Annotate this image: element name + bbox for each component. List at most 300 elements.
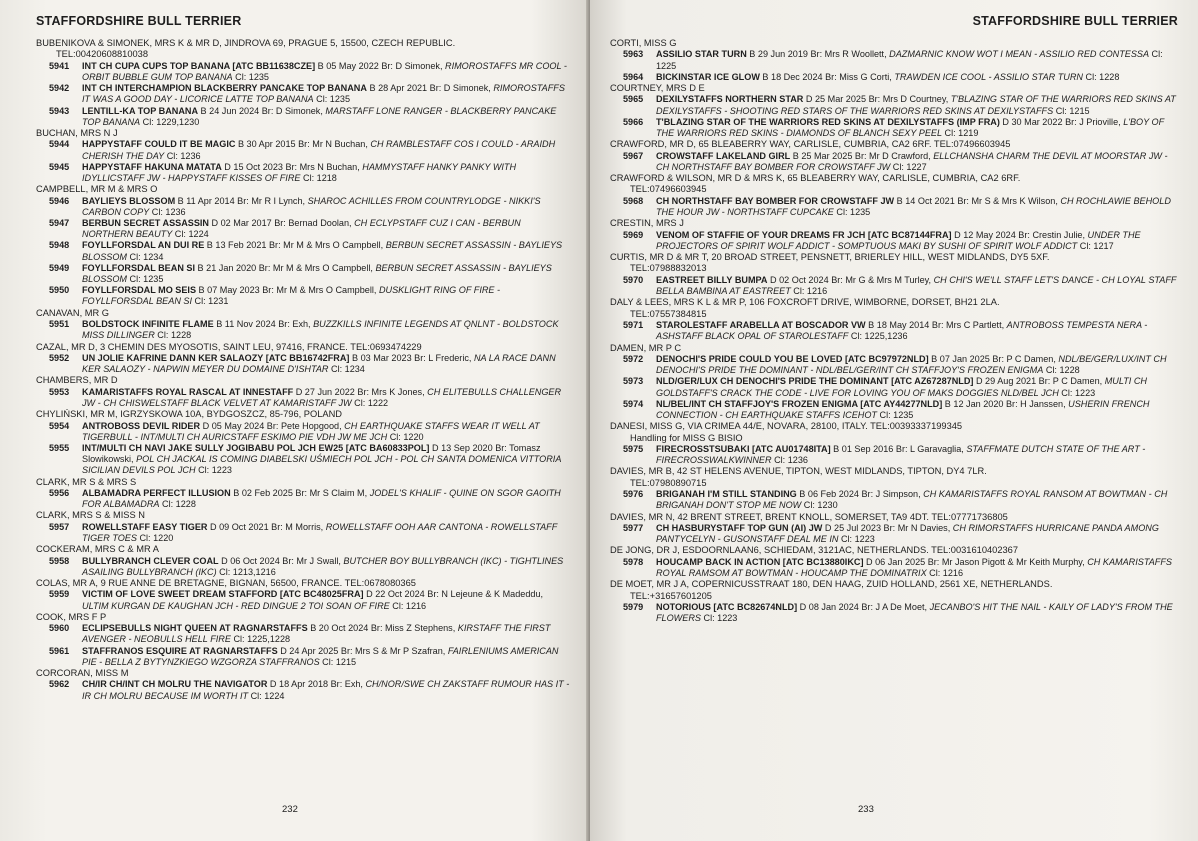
exhibitor-contact: TEL:07496603945 bbox=[630, 184, 707, 195]
dog-name: CH NORTHSTAFF BAY BOMBER FOR CROWSTAFF JW bbox=[656, 195, 895, 206]
class-numbers: Cl: 1219 bbox=[942, 128, 979, 139]
dog-name: EASTREET BILLY BUMPA bbox=[656, 274, 768, 285]
dog-details: D 22 Oct 2024 Br: N Lejeune & K Madeddu, bbox=[363, 589, 544, 600]
entry-number: 5965 bbox=[623, 94, 644, 105]
dog-details: B 07 Jan 2025 Br: P C Damen, bbox=[928, 353, 1059, 364]
exhibitor-list bbox=[36, 38, 572, 702]
exhibitor-group bbox=[36, 409, 572, 476]
pedigree: ANTROBOSS TEMPESTA NERA - ASHSTAFF BLACK OPAL OF STAROLESTAFF bbox=[656, 320, 1148, 342]
dog-details: B 12 Jan 2020 Br: H Janssen, bbox=[942, 398, 1069, 409]
exhibitor-group bbox=[610, 466, 1178, 511]
dog-details: B 20 Oct 2024 Br: Miss Z Stephens, bbox=[307, 623, 458, 634]
dog-name: DEXILYSTAFFS NORTHERN STAR bbox=[656, 94, 804, 105]
pedigree: USHERIN FRENCH CONNECTION - CH EARTHQUAKE STAFFS ICEHOT bbox=[656, 398, 1150, 420]
dog-entry bbox=[610, 320, 1178, 342]
class-numbers: Cl: 1228 bbox=[1082, 71, 1120, 82]
dog-details: D 02 Oct 2024 Br: Mr G & Mrs M Turley, bbox=[767, 274, 934, 285]
exhibitor-name: CLARK, MRS S & MISS N bbox=[36, 510, 146, 521]
dog-entry bbox=[610, 151, 1178, 173]
dog-name: BULLYBRANCH CLEVER COAL bbox=[82, 555, 219, 566]
exhibitor-name: CAZAL, MR D, 3 CHEMIN DES MYOSOTIS, SAINT LEU, 97416, FRANCE. TEL:0693474229 bbox=[36, 341, 422, 352]
exhibitor-name: DAVIES, MR N, 42 BRENT STREET, BRENT KNOLL, SOMERSET, TA9 4DT. TEL:07771736805 bbox=[610, 511, 1008, 522]
dog-entry bbox=[36, 285, 572, 307]
entry-number: 5974 bbox=[623, 398, 644, 409]
dog-entry bbox=[610, 72, 1178, 83]
dog-details: D 13 Sep 2020 Br: Tomasz Slowikowski, bbox=[82, 442, 541, 465]
pedigree: CH RAMBLESTAFF COS I COULD - ARAIDH CHERISH THE DAY bbox=[82, 139, 556, 161]
dog-entry bbox=[36, 623, 572, 645]
class-numbers: Cl: 1236 bbox=[149, 206, 186, 217]
exhibitor-name: DAVIES, MR B, 42 ST HELENS AVENUE, TIPTON, WEST MIDLANDS, TIPTON, DY4 7LR. bbox=[610, 466, 987, 477]
pedigree: CH ELITEBULLS CHALLENGER JW - CH CHISWELSTAFF BLACK VELVET AT KAMARISTAFF JW bbox=[82, 386, 562, 408]
exhibitor-contact: TEL:07557384815 bbox=[630, 308, 707, 319]
dog-entry bbox=[36, 387, 572, 409]
class-numbers: Cl: 1215 bbox=[1053, 105, 1090, 116]
exhibitor-name: COOK, MRS F P bbox=[36, 611, 107, 622]
dog-name: HOUCAMP BACK IN ACTION [ATC BC13880IKC] bbox=[656, 556, 864, 567]
pedigree: POL CH JACKAL IS COMING DIABELSKI UŚMIECH POL JCH - POL CH SANTA DOMENICA VITTORIA SICILIAN DEVILS POL JCH bbox=[82, 454, 562, 476]
dog-details: B 21 Jan 2020 Br: Mr M & Mrs O Campbell, bbox=[195, 262, 376, 273]
entry-number: 5946 bbox=[49, 195, 70, 206]
class-numbers: Cl: 1231 bbox=[192, 296, 229, 307]
entry-number: 5977 bbox=[623, 522, 644, 533]
dog-name: BRIGANAH I'M STILL STANDING bbox=[656, 489, 797, 500]
dog-entry bbox=[610, 376, 1178, 398]
dog-details: B 25 Mar 2025 Br: Mr D Crawford, bbox=[790, 150, 934, 161]
entry-number: 5952 bbox=[49, 352, 70, 363]
dog-entry bbox=[36, 522, 572, 544]
dog-details: B 01 Sep 2016 Br: L Garavaglia, bbox=[830, 443, 967, 454]
dog-details: D 24 Apr 2025 Br: Mrs S & Mr P Szafran, bbox=[277, 645, 448, 656]
dog-entry bbox=[36, 319, 572, 341]
class-numbers: Cl: 1215 bbox=[319, 656, 357, 667]
exhibitor-contact: TEL:+31657601205 bbox=[630, 590, 712, 601]
entry-number: 5973 bbox=[623, 376, 644, 387]
dog-entry bbox=[36, 353, 572, 375]
dog-name: STAFFRANOS ESQUIRE AT RAGNARSTAFFS bbox=[82, 645, 278, 656]
dog-entry bbox=[610, 94, 1178, 116]
exhibitor-name: CRAWFORD & WILSON, MR D & MRS K, 65 BLEABERRY WAY, CARLISLE, CUMBRIA, CA2 6RF. bbox=[610, 173, 1021, 184]
pedigree: CH KAMARISTAFFS ROYAL RAMSOM AT BOWTMAN - HOUCAMP THE DOMINATRIX bbox=[656, 556, 1172, 578]
dog-details: D 06 Oct 2024 Br: Mr J Swall, bbox=[218, 555, 344, 566]
left-page bbox=[0, 0, 590, 841]
class-numbers: Cl: 1223 bbox=[1058, 387, 1096, 398]
exhibitor-name: CORCORAN, MISS M bbox=[36, 668, 129, 679]
dog-details: B 28 Apr 2021 Br: D Simonek, bbox=[366, 83, 494, 94]
dog-entry bbox=[610, 444, 1178, 466]
entry-number: 5970 bbox=[623, 274, 644, 285]
pedigree: NA LA RACE DANN KER SALAOZY - NAPWIN MEYER DU DOMAINE D'ISHTAR bbox=[82, 352, 556, 375]
dog-details: B 30 Apr 2015 Br: Mr N Buchan, bbox=[235, 139, 371, 150]
exhibitor-group bbox=[610, 343, 1178, 422]
dog-name: FIRECROSSTSUBAKI [ATC AU01748ITA] bbox=[656, 443, 831, 454]
exhibitor-group bbox=[610, 252, 1178, 297]
dog-entry bbox=[36, 83, 572, 105]
pedigree: NDL/BE/GER/LUX/INT CH DENOCHI'S PRIDE THE DOMINANT - NDL/BEL/GER/INT CH STAFFJOY'S FROZEN ENIGMA bbox=[656, 353, 1167, 376]
dog-entry bbox=[36, 196, 572, 218]
dog-entry bbox=[36, 589, 572, 611]
dog-entry bbox=[610, 117, 1178, 139]
dog-details: D 09 Oct 2021 Br: M Morris, bbox=[207, 521, 326, 532]
pedigree: ELLCHANSHA CHARM THE DEVIL AT MOORSTAR JW - CH NORTHSTAFF BAY BOMBER FOR CROWSTAFF JW bbox=[656, 150, 1168, 172]
entry-number: 5960 bbox=[49, 623, 70, 634]
class-numbers: Cl: 1224 bbox=[248, 690, 285, 701]
exhibitor-name: CRESTIN, MRS J bbox=[610, 218, 684, 229]
exhibitor-group bbox=[610, 512, 1178, 546]
class-numbers: Cl: 1228 bbox=[1043, 365, 1080, 376]
class-numbers: Cl: 1234 bbox=[126, 251, 164, 262]
dog-entry bbox=[610, 523, 1178, 545]
pedigree: SHAROC ACHILLES FROM COUNTRYLODGE - NIKKI'S CARBON COPY bbox=[82, 195, 541, 217]
exhibitor-group bbox=[36, 308, 572, 342]
entry-number: 5942 bbox=[49, 83, 70, 94]
exhibitor-name: COLAS, MR A, 9 RUE ANNE DE BRETAGNE, BIGNAN, 56500, FRANCE. TEL:0678080365 bbox=[36, 577, 416, 588]
running-head: STAFFORDSHIRE BULL TERRIER bbox=[36, 14, 242, 28]
exhibitor-group bbox=[610, 139, 1178, 173]
exhibitor-name: BUBENIKOVA & SIMONEK, MRS K & MR D, JINDROVA 69, PRAGUE 5, 15500, CZECH REPUBLIC. bbox=[36, 38, 456, 48]
dog-name: CROWSTAFF LAKELAND GIRL bbox=[656, 150, 791, 161]
dog-entry bbox=[610, 399, 1178, 421]
dog-details: D 05 May 2024 Br: Pete Hopgood, bbox=[200, 420, 345, 431]
exhibitor-name: DANESI, MISS G, VIA CRIMEA 44/E, NOVARA, 28100, ITALY. TEL:00393337199345 bbox=[610, 421, 963, 432]
dog-details: D 25 Jul 2023 Br: Mr N Davies, bbox=[822, 522, 953, 533]
class-numbers: Cl: 1216 bbox=[389, 600, 427, 611]
entry-number: 5949 bbox=[49, 262, 70, 273]
dog-name: LENTILL-KA TOP BANANA bbox=[82, 105, 199, 116]
class-numbers: Cl: 1235 bbox=[876, 409, 914, 420]
dog-name: INT CH INTERCHAMPION BLACKBERRY PANCAKE TOP BANANA bbox=[82, 83, 367, 94]
exhibitor-name: DE JONG, DR J, ESDOORNLAAN6, SCHIEDAM, 3121AC, NETHERLANDS. TEL:0031610402367 bbox=[610, 545, 1019, 556]
exhibitor-name: CAMPBELL, MR M & MRS O bbox=[36, 184, 158, 195]
class-numbers: Cl: 1222 bbox=[351, 397, 389, 408]
exhibitor-group bbox=[610, 218, 1178, 252]
dog-name: ANTROBOSS DEVIL RIDER bbox=[82, 420, 201, 431]
entry-number: 5951 bbox=[49, 319, 70, 330]
class-numbers: Cl: 1220 bbox=[387, 431, 424, 442]
class-numbers: Cl: 1235 bbox=[833, 207, 871, 218]
dog-name: ROWELLSTAFF EASY TIGER bbox=[82, 521, 208, 532]
exhibitor-list bbox=[610, 38, 1178, 624]
dog-name: CH HASBURYSTAFF TOP GUN (AI) JW bbox=[656, 522, 823, 533]
dog-details: B 11 Apr 2014 Br: Mr R I Lynch, bbox=[175, 195, 308, 206]
dog-details: B 24 Jun 2024 Br: D Simonek, bbox=[198, 105, 326, 116]
exhibitor-name: DAMEN, MR P C bbox=[610, 342, 682, 353]
pedigree: BUTCHER BOY BULLYBRANCH (IKC) - TIGHTLINES ASAILING BULLYBRANCH (IKC) bbox=[82, 555, 564, 577]
dog-entry bbox=[610, 354, 1178, 376]
class-numbers: Cl: 1225,1236 bbox=[848, 331, 908, 342]
class-numbers: Cl: 1230 bbox=[801, 500, 838, 511]
exhibitor-group bbox=[36, 375, 572, 409]
entry-number: 5961 bbox=[49, 645, 70, 656]
entry-number: 5957 bbox=[49, 521, 70, 532]
pedigree: FAIRLENIUMS AMERICAN PIE - BELLA Z BYTYNZKIEGO WZGORZA STAFFRANOS bbox=[82, 645, 559, 667]
pedigree: T'BLAZING STAR OF THE WARRIORS RED SKINS AT DEXILYSTAFFS - SHOOTING RED STARS OF THE WARRIORS RED SKINS AT DEXILYSTAFFS bbox=[656, 94, 1176, 116]
pedigree: JODEL'S KHALIF - QUINE ON SGOR GAOITH FOR ALBAMADRA bbox=[82, 487, 561, 510]
dog-name: ALBAMADRA PERFECT ILLUSION bbox=[82, 487, 231, 498]
dog-entry bbox=[36, 240, 572, 262]
dog-name: KAMARISTAFFS ROYAL RASCAL AT INNESTAFF bbox=[82, 386, 294, 397]
exhibitor-group bbox=[610, 38, 1178, 83]
entry-number: 5975 bbox=[623, 443, 644, 454]
exhibitor-group bbox=[36, 342, 572, 376]
class-numbers: Cl: 1225,1228 bbox=[230, 634, 291, 645]
entry-number: 5948 bbox=[49, 240, 70, 251]
pedigree: TRAWDEN ICE COOL - ASSILIO STAR TURN bbox=[894, 71, 1083, 82]
exhibitor-name: COCKERAM, MRS C & MR A bbox=[36, 544, 159, 555]
pedigree: DUSKLIGHT RING OF FIRE - FOYLLFORSDAL BEAN SI bbox=[82, 285, 501, 307]
class-numbers: Cl: 1234 bbox=[328, 364, 365, 375]
exhibitor-name: BUCHAN, MRS N J bbox=[36, 128, 118, 139]
dog-details: B 03 Mar 2023 Br: L Frederic, bbox=[349, 352, 474, 363]
entry-number: 5969 bbox=[623, 229, 644, 240]
entry-number: 5958 bbox=[49, 555, 70, 566]
entry-number: 5950 bbox=[49, 285, 70, 296]
exhibitor-group bbox=[36, 184, 572, 307]
pedigree: RIMOROSTAFFS IT WAS A GOOD DAY - LICORICE LATTE TOP BANANA bbox=[82, 83, 565, 105]
dog-details: D 25 Mar 2025 Br: Mrs D Courtney, bbox=[803, 94, 951, 105]
exhibitor-group bbox=[36, 477, 572, 511]
page-number: 232 bbox=[282, 804, 298, 815]
exhibitor-group bbox=[36, 510, 572, 544]
dog-entry bbox=[610, 230, 1178, 252]
dog-entry bbox=[610, 275, 1178, 297]
dog-name: NOTORIOUS [ATC BC82674NLD] bbox=[656, 602, 798, 613]
pedigree: CH ECLYPSTAFF CUZ I CAN - BERBUN NORTHERN BEAUTY bbox=[82, 218, 521, 240]
entry-number: 5964 bbox=[623, 71, 644, 82]
exhibitor-name: DALY & LEES, MRS K L & MR P, 106 FOXCROFT DRIVE, WIMBORNE, DORSET, BH21 2LA. bbox=[610, 297, 1000, 308]
pedigree: CH CHI'S WE'LL STAFF LET'S DANCE - CH LOYAL STAFF BELLA BAMBINA AT EASTREET bbox=[656, 274, 1177, 297]
exhibitor-contact: TEL:07988832013 bbox=[630, 263, 707, 274]
entry-number: 5953 bbox=[49, 386, 70, 397]
class-numbers: Cl: 1236 bbox=[164, 150, 201, 161]
exhibitor-group bbox=[610, 421, 1178, 466]
entry-number: 5968 bbox=[623, 195, 644, 206]
class-numbers: Cl: 1213,1216 bbox=[216, 566, 276, 577]
exhibitor-group bbox=[610, 579, 1178, 624]
class-numbers: Cl: 1217 bbox=[1077, 240, 1114, 251]
class-numbers: Cl: 1236 bbox=[771, 455, 808, 466]
dog-entry bbox=[36, 106, 572, 128]
dog-entry bbox=[36, 556, 572, 578]
exhibitor-name: CORTI, MISS G bbox=[610, 38, 677, 48]
dog-details: D 30 Mar 2022 Br: J Prioville, bbox=[999, 116, 1124, 127]
exhibitor-group bbox=[36, 128, 572, 184]
pedigree: CH KAMARISTAFFS ROYAL RANSOM AT BOWTMAN - CH BRIGANAH DON'T STOP ME NOW bbox=[656, 489, 1168, 511]
pedigree: BERBUN SECRET ASSASSIN - BAYLIEYS BLOSSOM bbox=[82, 240, 563, 262]
dog-details: D 06 Jan 2025 Br: Mr Jason Pigott & Mr Keith Murphy, bbox=[863, 556, 1088, 567]
pedigree: JECANBO'S HIT THE NAIL - KAILY OF LADY'S FROM THE FLOWERS bbox=[656, 602, 1173, 624]
dog-entry bbox=[36, 488, 572, 510]
entry-number: 5954 bbox=[49, 420, 70, 431]
dog-details: B 14 Oct 2021 Br: Mr S & Mrs K Wilson, bbox=[894, 195, 1061, 206]
dog-details: D 02 Mar 2017 Br: Bernad Doolan, bbox=[209, 218, 355, 229]
dog-entry bbox=[36, 646, 572, 668]
dog-name: BAYLIEYS BLOSSOM bbox=[82, 195, 176, 206]
exhibitor-group bbox=[36, 578, 572, 612]
exhibitor-group bbox=[36, 668, 572, 702]
dog-entry bbox=[36, 218, 572, 240]
class-numbers: Cl: 1235 bbox=[126, 274, 164, 285]
class-numbers: Cl: 1225 bbox=[656, 49, 1163, 71]
dog-name: NLD/GER/LUX CH DENOCHI'S PRIDE THE DOMINANT [ATC AZ67287NLD] bbox=[656, 376, 974, 387]
exhibitor-name: CLARK, MR S & MRS S bbox=[36, 476, 137, 487]
class-numbers: Cl: 1235 bbox=[232, 72, 269, 83]
entry-number: 5962 bbox=[49, 679, 70, 690]
dog-entry bbox=[36, 61, 572, 83]
class-numbers: Cl: 1223 bbox=[700, 613, 738, 624]
dog-details: D 29 Aug 2021 Br: P C Damen, bbox=[973, 376, 1105, 387]
dog-details: D 15 Oct 2023 Br: Mrs N Buchan, bbox=[221, 161, 363, 172]
page-number: 233 bbox=[858, 804, 874, 815]
entry-number: 5967 bbox=[623, 150, 644, 161]
dog-details: D 27 Jun 2022 Br: Mrs K Jones, bbox=[293, 386, 428, 397]
dog-name: HAPPYSTAFF COULD IT BE MAGIC bbox=[82, 139, 236, 150]
handling-note: Handling for MISS G BISIO bbox=[630, 432, 743, 443]
pedigree: CH/NOR/SWE CH ZAKSTAFF RUMOUR HAS IT - IR CH MOLRU BECAUSE IM WORTH IT bbox=[82, 679, 570, 701]
dog-entry bbox=[610, 49, 1178, 71]
dog-entry bbox=[36, 162, 572, 184]
pedigree: UNDER THE PROJECTORS OF SPIRIT WOLF ADDICT - SOMPTUOUS MAKI BY SUSHI OF SPIRIT WOLF ADDICT bbox=[656, 229, 1141, 251]
class-numbers: Cl: 1224 bbox=[172, 229, 209, 240]
dog-name: INT CH CUPA CUPS TOP BANANA [ATC BB11638CZE] bbox=[82, 60, 316, 71]
class-numbers: Cl: 1223 bbox=[195, 465, 232, 476]
exhibitor-name: CHYLIŃSKI, MR M, IGRZYSKOWA 10A, BYDGOSZCZ, 85-796, POLAND bbox=[36, 409, 343, 420]
entry-number: 5955 bbox=[49, 442, 70, 453]
dog-details: B 02 Feb 2025 Br: Mr S Claim M, bbox=[230, 487, 370, 498]
pedigree: ULTIM KURGAN DE KAUGHAN JCH - RED DINGUE 2 TOI SOAN OF FIRE bbox=[82, 600, 390, 611]
class-numbers: Cl: 1235 bbox=[313, 94, 351, 105]
entry-number: 5943 bbox=[49, 105, 70, 116]
dog-name: FOYLLFORSDAL AN DUI RE bbox=[82, 240, 205, 251]
entry-number: 5945 bbox=[49, 161, 70, 172]
dog-name: FOYLLFORSDAL BEAN SI bbox=[82, 262, 196, 273]
dog-name: INT/MULTI CH NAVI JAKE SULLY JOGIBABU POL JCH EW25 [ATC BA60833POL] bbox=[82, 442, 430, 453]
entry-number: 5959 bbox=[49, 589, 70, 600]
pedigree: CH RIMORSTAFFS HURRICANE PANDA AMONG PANTYCELYN - GUSONSTAFF DEAL ME IN bbox=[656, 522, 1159, 545]
entry-number: 5978 bbox=[623, 556, 644, 567]
entry-number: 5947 bbox=[49, 218, 70, 229]
dog-details: B 18 Dec 2024 Br: Miss G Corti, bbox=[759, 71, 895, 82]
exhibitor-contact: TEL:00420608810038 bbox=[56, 49, 149, 60]
entry-number: 5966 bbox=[623, 116, 644, 127]
entry-number: 5979 bbox=[623, 602, 644, 613]
dog-name: CH/IR CH/INT CH MOLRU THE NAVIGATOR bbox=[82, 679, 268, 690]
right-page bbox=[590, 0, 1198, 841]
exhibitor-name: DE MOET, MR J A, COPERNICUSSTRAAT 180, DEN HAAG, ZUID HOLLAND, 2561 XE, NETHERLANDS. bbox=[610, 579, 1053, 590]
exhibitor-name: CHAMBERS, MR D bbox=[36, 375, 118, 386]
pedigree: CH ROCHLAWIE BEHOLD THE HOUR JW - NORTHSTAFF CUPCAKE bbox=[656, 195, 1171, 218]
dog-name: BICKINSTAR ICE GLOW bbox=[656, 71, 760, 82]
exhibitor-group bbox=[610, 83, 1178, 139]
class-numbers: Cl: 1227 bbox=[890, 161, 927, 172]
entry-number: 5972 bbox=[623, 353, 644, 364]
dog-entry bbox=[36, 443, 572, 477]
running-head: STAFFORDSHIRE BULL TERRIER bbox=[972, 14, 1178, 28]
pedigree: BUZZKILLS INFINITE LEGENDS AT QNLNT - BOLDSTOCK MISS DILLINGER bbox=[82, 319, 559, 341]
exhibitor-name: CANAVAN, MR G bbox=[36, 307, 110, 318]
exhibitor-group bbox=[36, 612, 572, 668]
class-numbers: Cl: 1216 bbox=[790, 286, 828, 297]
dog-entry bbox=[36, 421, 572, 443]
exhibitor-name: CURTIS, MR D & MR T, 20 BROAD STREET, PENSNETT, BRIERLEY HILL, WEST MIDLANDS, DY5 5XF. bbox=[610, 252, 1050, 263]
dog-entry bbox=[610, 489, 1178, 511]
pedigree: MULTI CH GOLDSTAFF'S CRACK THE CODE - LIVE FOR LOVING YOU OF MAKS DOGGIES NLD/BEL JCH bbox=[656, 376, 1147, 398]
dog-details: B 11 Nov 2024 Br: Exh, bbox=[213, 319, 314, 330]
exhibitor-group bbox=[36, 38, 572, 128]
entry-number: 5976 bbox=[623, 489, 644, 500]
dog-entry bbox=[610, 557, 1178, 579]
dog-name: VICTIM OF LOVE SWEET DREAM STAFFORD [ATC BC48025FRA] bbox=[82, 589, 364, 600]
exhibitor-group bbox=[610, 297, 1178, 342]
dog-name: DENOCHI'S PRIDE COULD YOU BE LOVED [ATC BC97972NLD] bbox=[656, 353, 929, 364]
dog-details: B 07 May 2023 Br: Mr M & Mrs O Campbell, bbox=[196, 285, 379, 296]
dog-entry bbox=[610, 196, 1178, 218]
pedigree: BERBUN SECRET ASSASSIN - BAYLIEYS BLOSSOM bbox=[82, 262, 552, 285]
dog-entry bbox=[36, 679, 572, 701]
dog-name: FOYLLFORSDAL MO SEIS bbox=[82, 285, 197, 296]
dog-name: ASSILIO STAR TURN bbox=[656, 49, 747, 60]
pedigree: STAFFMATE DUTCH STATE OF THE ART - FIRECROSSWALKWINNER bbox=[656, 443, 1146, 466]
dog-entry bbox=[36, 139, 572, 161]
dog-details: B 29 Jun 2019 Br: Mrs R Woollett, bbox=[746, 49, 890, 60]
exhibitor-name: CRAWFORD, MR D, 65 BLEABERRY WAY, CARLISLE, CUMBRIA, CA2 6RF. TEL:07496603945 bbox=[610, 139, 1011, 150]
dog-name: BOLDSTOCK INFINITE FLAME bbox=[82, 319, 214, 330]
exhibitor-group bbox=[36, 544, 572, 578]
pedigree: HAMMYSTAFF HANKY PANKY WITH IDYLLICSTAFF JW - HAPPYSTAFF KISSES OF FIRE bbox=[82, 161, 517, 184]
entry-number: 5971 bbox=[623, 320, 644, 331]
class-numbers: Cl: 1228 bbox=[154, 330, 192, 341]
entry-number: 5944 bbox=[49, 139, 70, 150]
exhibitor-contact: TEL:07980890715 bbox=[630, 477, 707, 488]
pedigree: L'BOY OF THE WARRIORS RED SKINS - DIAMONDS OF BLANCH SEXY PEEL bbox=[656, 116, 1165, 139]
dog-details: B 13 Feb 2021 Br: Mr M & Mrs O Campbell, bbox=[204, 240, 386, 251]
class-numbers: Cl: 1220 bbox=[136, 532, 174, 543]
class-numbers: Cl: 1216 bbox=[926, 568, 964, 578]
class-numbers: Cl: 1223 bbox=[838, 534, 875, 545]
pedigree: RIMOROSTAFFS MR COOL - ORBIT BUBBLE GUM TOP BANANA bbox=[82, 60, 567, 83]
dog-details: D 08 Jan 2024 Br: J A De Moet, bbox=[797, 602, 930, 613]
dog-entry bbox=[610, 602, 1178, 624]
entry-number: 5956 bbox=[49, 487, 70, 498]
dog-details: D 12 May 2024 Br: Crestin Julie, bbox=[951, 229, 1088, 240]
class-numbers: Cl: 1218 bbox=[300, 173, 337, 184]
pedigree: DAZMARNIC KNOW WOT I MEAN - ASSILIO RED CONTESSA bbox=[889, 49, 1150, 60]
entry-number: 5941 bbox=[49, 60, 70, 71]
exhibitor-group bbox=[610, 545, 1178, 579]
dog-name: BERBUN SECRET ASSASSIN bbox=[82, 218, 209, 229]
dog-name: ECLIPSEBULLS NIGHT QUEEN AT RAGNARSTAFFS bbox=[82, 623, 308, 634]
dog-details: B 18 May 2014 Br: Mrs C Partlett, bbox=[865, 320, 1007, 331]
class-numbers: Cl: 1229,1230 bbox=[140, 116, 200, 127]
dog-name: VENOM OF STAFFIE OF YOUR DREAMS FR JCH [ATC BC87144FRA] bbox=[656, 229, 952, 240]
pedigree: ROWELLSTAFF OOH AAR CANTONA - ROWELLSTAFF TIGER TOES bbox=[82, 521, 558, 543]
pedigree: MARSTAFF LONE RANGER - BLACKBERRY PANCAKE TOP BANANA bbox=[82, 105, 557, 127]
dog-name: UN JOLIE KAFRINE DANN KER SALAOZY [ATC BB16742FRA] bbox=[82, 352, 350, 363]
dog-entry bbox=[36, 263, 572, 285]
pedigree: CH EARTHQUAKE STAFFS WEAR IT WELL AT TIGERBULL - INT/MULTI CH AURICSTAFF ESKIMO PIE VDH JW ME JCH bbox=[82, 420, 540, 442]
dog-name: T'BLAZING STAR OF THE WARRIORS RED SKINS AT DEXILYSTAFFS (IMP FRA) bbox=[656, 116, 1000, 127]
dog-details: B 05 May 2022 Br: D Simonek, bbox=[315, 60, 446, 71]
pedigree: KIRSTAFF THE FIRST AVENGER - NEOBULLS HELL FIRE bbox=[82, 623, 551, 645]
dog-name: NL/BEL/INT CH STAFFJOY'S FROZEN ENIGMA [ATC AY44277NLD] bbox=[656, 398, 943, 409]
class-numbers: Cl: 1228 bbox=[159, 499, 196, 510]
dog-details: D 18 Apr 2018 Br: Exh, bbox=[267, 679, 366, 690]
entry-number: 5963 bbox=[623, 49, 644, 60]
exhibitor-group bbox=[610, 173, 1178, 218]
dog-name: HAPPYSTAFF HAKUNA MATATA bbox=[82, 161, 222, 172]
dog-details: B 06 Feb 2024 Br: J Simpson, bbox=[796, 489, 924, 500]
exhibitor-name: COURTNEY, MRS D E bbox=[610, 83, 705, 94]
